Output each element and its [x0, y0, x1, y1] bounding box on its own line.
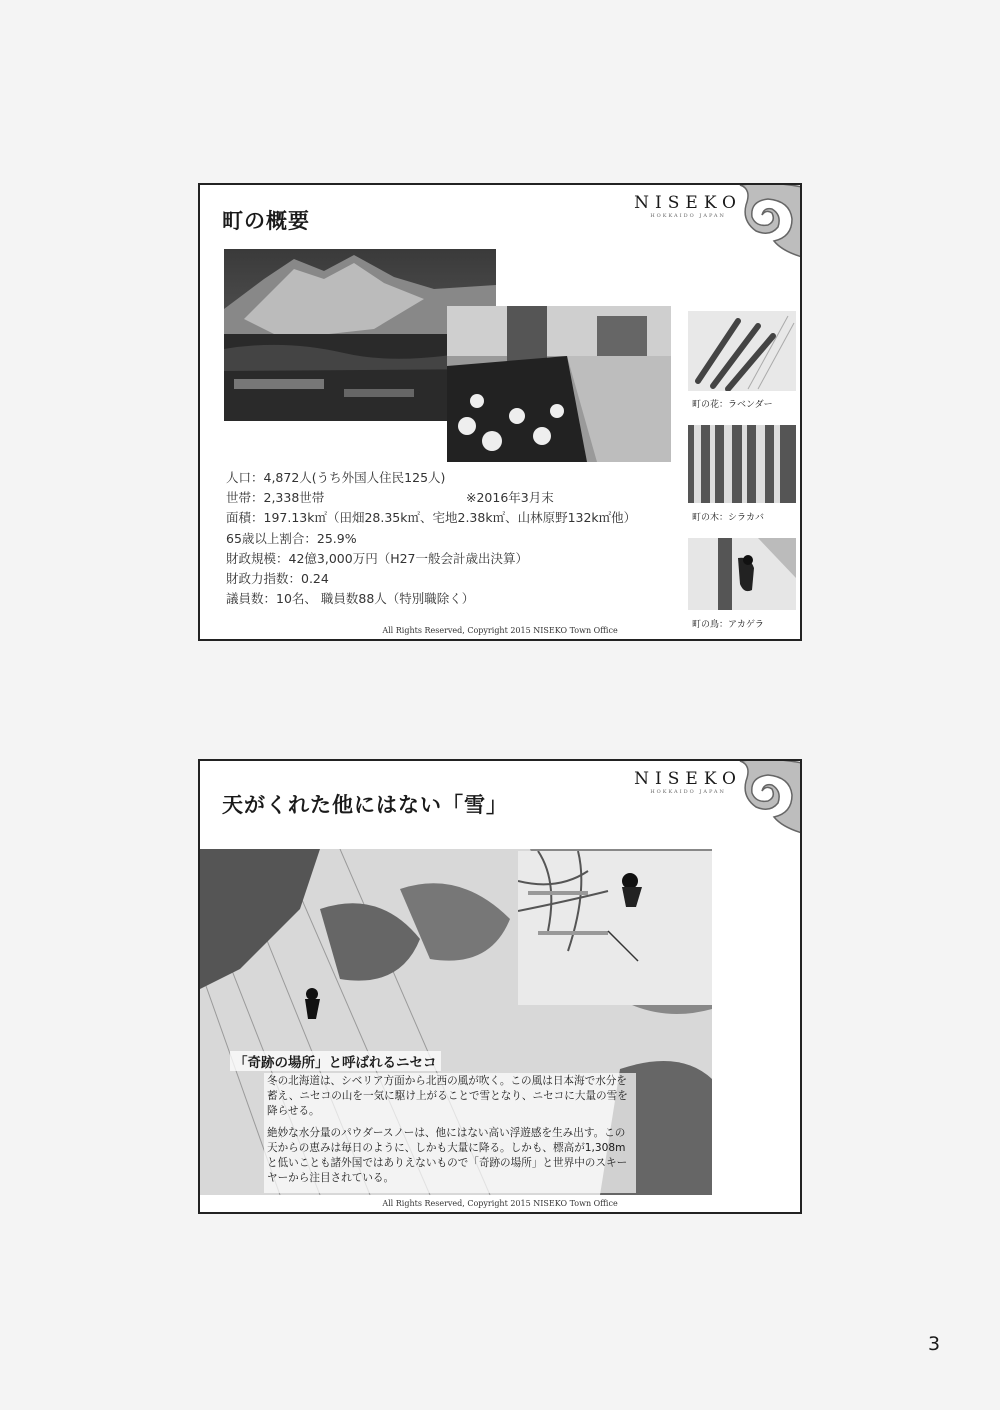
town-stats [226, 468, 636, 609]
caption-flower: 町の花：ラベンダー [692, 400, 773, 410]
snow-description [264, 1073, 636, 1193]
date-note: ※2016年3月末 [466, 490, 554, 505]
copyright: All Rights Reserved, Copyright 2015 NISEKO Town Office [382, 1199, 618, 1208]
slide-title: 天がくれた他にはない「雪」 [222, 793, 508, 817]
logo-text: NISEKO [634, 769, 742, 789]
street-photo [447, 306, 671, 462]
paragraph-wind: 冬の北海道は、シベリア方面から北西の風が吹く。この風は日本海で水分を蓄え、ニセコの山を一気に駆け上がることで雪となり、ニセコに大量の雪を降らせる。 [267, 1075, 628, 1118]
page-number: 3 [928, 1333, 941, 1355]
slide-snow [198, 759, 802, 1214]
stat-staff: 議員数：10名、 職員数88人（特別職除く） [226, 591, 475, 607]
niseko-swirl-icon [732, 183, 802, 259]
caption-tree: 町の木：シラカバ [692, 513, 765, 523]
copyright: All Rights Reserved, Copyright 2015 NISEKO Town Office [382, 626, 618, 635]
logo-text: NISEKO [634, 193, 742, 213]
section-heading: 「奇跡の場所」と呼ばれるニセコ [230, 1051, 441, 1071]
woodpecker-photo [688, 538, 796, 610]
niseko-logo [634, 193, 742, 219]
stat-budget: 財政規模：42億3,000万円（H27一般会計歳出決算） [226, 550, 528, 566]
stat-households: 世帯：2,338世帯 [226, 490, 325, 506]
stat-fiscal-index: 財政力指数：0.24 [226, 571, 329, 587]
stat-area: 面積：197.13k㎡（田畑28.35k㎡、宅地2.38k㎡、山林原野132k㎡他） [226, 510, 637, 526]
caption-bird: 町の鳥：アカゲラ [692, 620, 764, 630]
slide-title: 町の概要 [222, 209, 310, 233]
tree-skier-photo [518, 851, 712, 1005]
stat-elderly-ratio: 65歳以上割合：25.9% [226, 530, 357, 546]
logo-subtext: HOKKAIDO JAPAN [650, 213, 726, 219]
logo-subtext: HOKKAIDO JAPAN [650, 789, 726, 795]
stat-population: 人口：4,872人(うち外国人住民125人) [226, 470, 446, 485]
paragraph-powder: 絶妙な水分量のパウダースノーは、他にはない高い浮遊感を生み出す。この天からの恵みは毎日のように、しかも大量に降る。しかも、標高が1,308mと低いことも諸外国ではありえないもので「奇跡の場所」と世界中のスキーヤーから注目されている。 [267, 1126, 628, 1185]
lavender-photo [688, 311, 796, 391]
birch-photo [688, 425, 796, 503]
niseko-logo [634, 769, 742, 795]
slide-town-overview [198, 183, 802, 641]
niseko-swirl-icon [732, 759, 802, 835]
